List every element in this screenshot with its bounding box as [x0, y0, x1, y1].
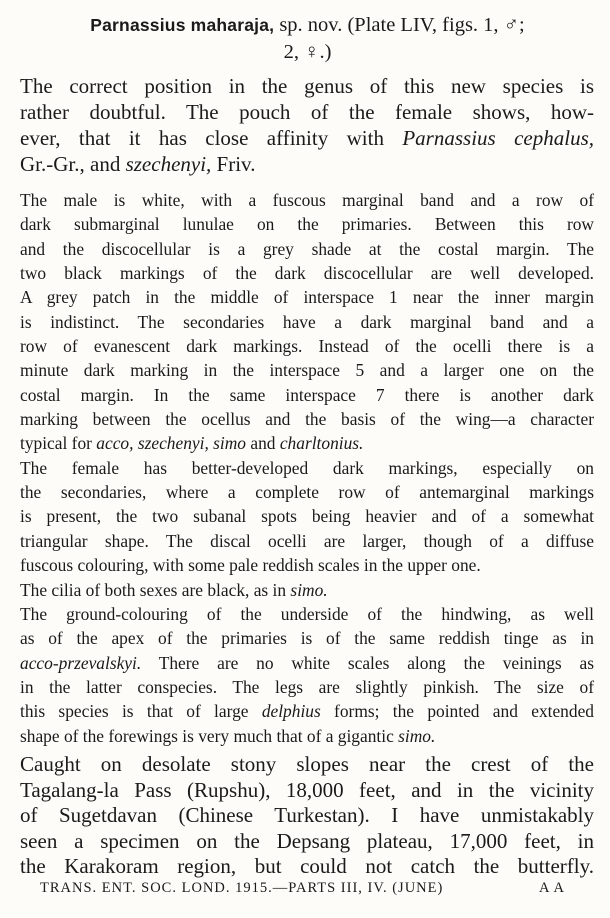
text-line [20, 724, 594, 748]
text-run: fuscous colouring, with some pale reddish scales in the upper one. [20, 555, 481, 576]
text-line [20, 431, 594, 455]
text-line [20, 553, 594, 577]
locality-paragraph [20, 752, 594, 880]
text-line [20, 651, 594, 675]
italic-term: szechenyi, [125, 152, 212, 176]
text-line [20, 752, 594, 778]
text-run: seen a specimen on the Depsang plateau, 17,000 feet, in [20, 828, 594, 853]
italic-term: acco, szechenyi, simo [96, 433, 247, 454]
text-line [20, 529, 594, 553]
text-line [20, 602, 594, 626]
text-run: forms; the pointed and extended [320, 701, 594, 722]
page-footer [40, 878, 590, 898]
text-line [20, 73, 594, 99]
italic-term: delphius [261, 701, 321, 722]
text-run: Tagalang-la Pass (Rupshu), 18,000 feet, and in the vicinity [20, 777, 594, 802]
text-run: A grey patch in the middle of interspace 1 near the inner margin [20, 287, 594, 308]
text-run: Friv. [211, 152, 256, 176]
text-line [20, 125, 594, 151]
italic-term: simo. [290, 579, 328, 600]
text-line [20, 285, 594, 309]
signature-mark: A A [539, 880, 565, 896]
text-line [20, 334, 594, 358]
text-run: of Sugetdavan (Chinese Turkestan). I have unmistakably [20, 803, 594, 828]
italic-term: simo. [398, 725, 436, 746]
text-run: Caught on desolate stony slopes near the crest of the [20, 752, 594, 776]
text-line [20, 699, 594, 723]
text-run: this species is that of large [20, 701, 262, 722]
text-run: There are no white scales along the veinings as [141, 652, 594, 673]
text-line [20, 578, 594, 602]
italic-term: Parnassius cephalus, [402, 126, 594, 150]
text-line [20, 310, 594, 334]
text-line [20, 151, 594, 177]
text-line [20, 778, 594, 804]
text-run: The cilia of both sexes are black, as in [20, 579, 291, 600]
intro-paragraph [20, 73, 594, 177]
text-line [20, 456, 594, 480]
heading-line-2: 2, ♀.) [283, 41, 332, 63]
text-line [20, 261, 594, 285]
text-line [20, 480, 594, 504]
italic-term: charltonius. [279, 433, 364, 454]
text-run: The ground-colouring of the underside of the hindwing, as well [20, 603, 594, 624]
text-run: minute dark marking in the interspace 5 and a larger one on the [20, 360, 594, 381]
text-run: row of evanescent dark markings. Instead of the ocelli there is a [20, 336, 594, 357]
text-line [20, 626, 594, 650]
text-run: The correct position in the genus of this new species is [20, 74, 594, 98]
text-line [20, 829, 594, 855]
text-run: triangular shape. The discal ocelli are larger, though of a diffuse [20, 530, 594, 551]
text-run: two black markings of the dark discocellular are well developed. [20, 263, 594, 284]
text-run: is present, the two subanal spots being heavier and of a somewhat [20, 506, 594, 527]
journal-reference: TRANS. ENT. SOC. LOND. 1915.—PARTS III, IV. (JUNE) [40, 880, 444, 896]
text-line [20, 237, 594, 261]
text-run: typical for [20, 433, 97, 454]
text-run: The male is white, with a fuscous marginal band and a row of [20, 190, 594, 210]
text-run: The female has better-developed dark markings, especially on [20, 457, 594, 478]
text-run: in the latter conspecies. The legs are slightly pinkish. The size of [20, 676, 594, 697]
text-run: costal margin. In the same interspace 7 there is another dark [20, 384, 594, 405]
text-line [20, 212, 594, 236]
text-run: ever, that it has close affinity with [20, 126, 403, 150]
text-run: is indistinct. The secondaries have a dark marginal band and a [20, 311, 594, 332]
text-run: and [246, 433, 280, 454]
text-line [20, 383, 594, 407]
text-run: the Karakoram region, but could not catch the butterfly. [20, 854, 594, 879]
text-run: as of the apex of the primaries is of the same reddish tinge as in [20, 628, 594, 649]
text-line [20, 803, 594, 829]
italic-term: acco-przevalskyi. [20, 652, 142, 673]
text-line [20, 407, 594, 431]
heading-plate-ref: sp. nov. (Plate LIV, figs. 1, ♂; [274, 14, 525, 36]
text-run: the secondaries, where a complete row of antemarginal markings [20, 482, 594, 503]
text-run: shape of the forewings is very much that of a gigantic [20, 725, 399, 746]
species-name: Parnassius maharaja, [90, 15, 275, 35]
description-text [20, 188, 594, 748]
text-line [20, 675, 594, 699]
text-line [20, 188, 594, 212]
text-run: marking between the ocellus and the basis of the wing—a character [20, 409, 594, 430]
text-line [20, 854, 594, 880]
text-line [20, 358, 594, 382]
text-run: dark submarginal lunulae on the primaries. Between this row [20, 214, 594, 235]
heading-line-1 [20, 12, 595, 39]
species-heading [20, 12, 595, 66]
text-run: rather doubtful. The pouch of the female shows, how- [20, 100, 594, 124]
text-run: Gr.-Gr., and [20, 152, 126, 176]
text-line [20, 504, 594, 528]
text-line [20, 99, 594, 125]
text-run: and the discocellular is a grey shade at the costal margin. The [20, 238, 594, 259]
